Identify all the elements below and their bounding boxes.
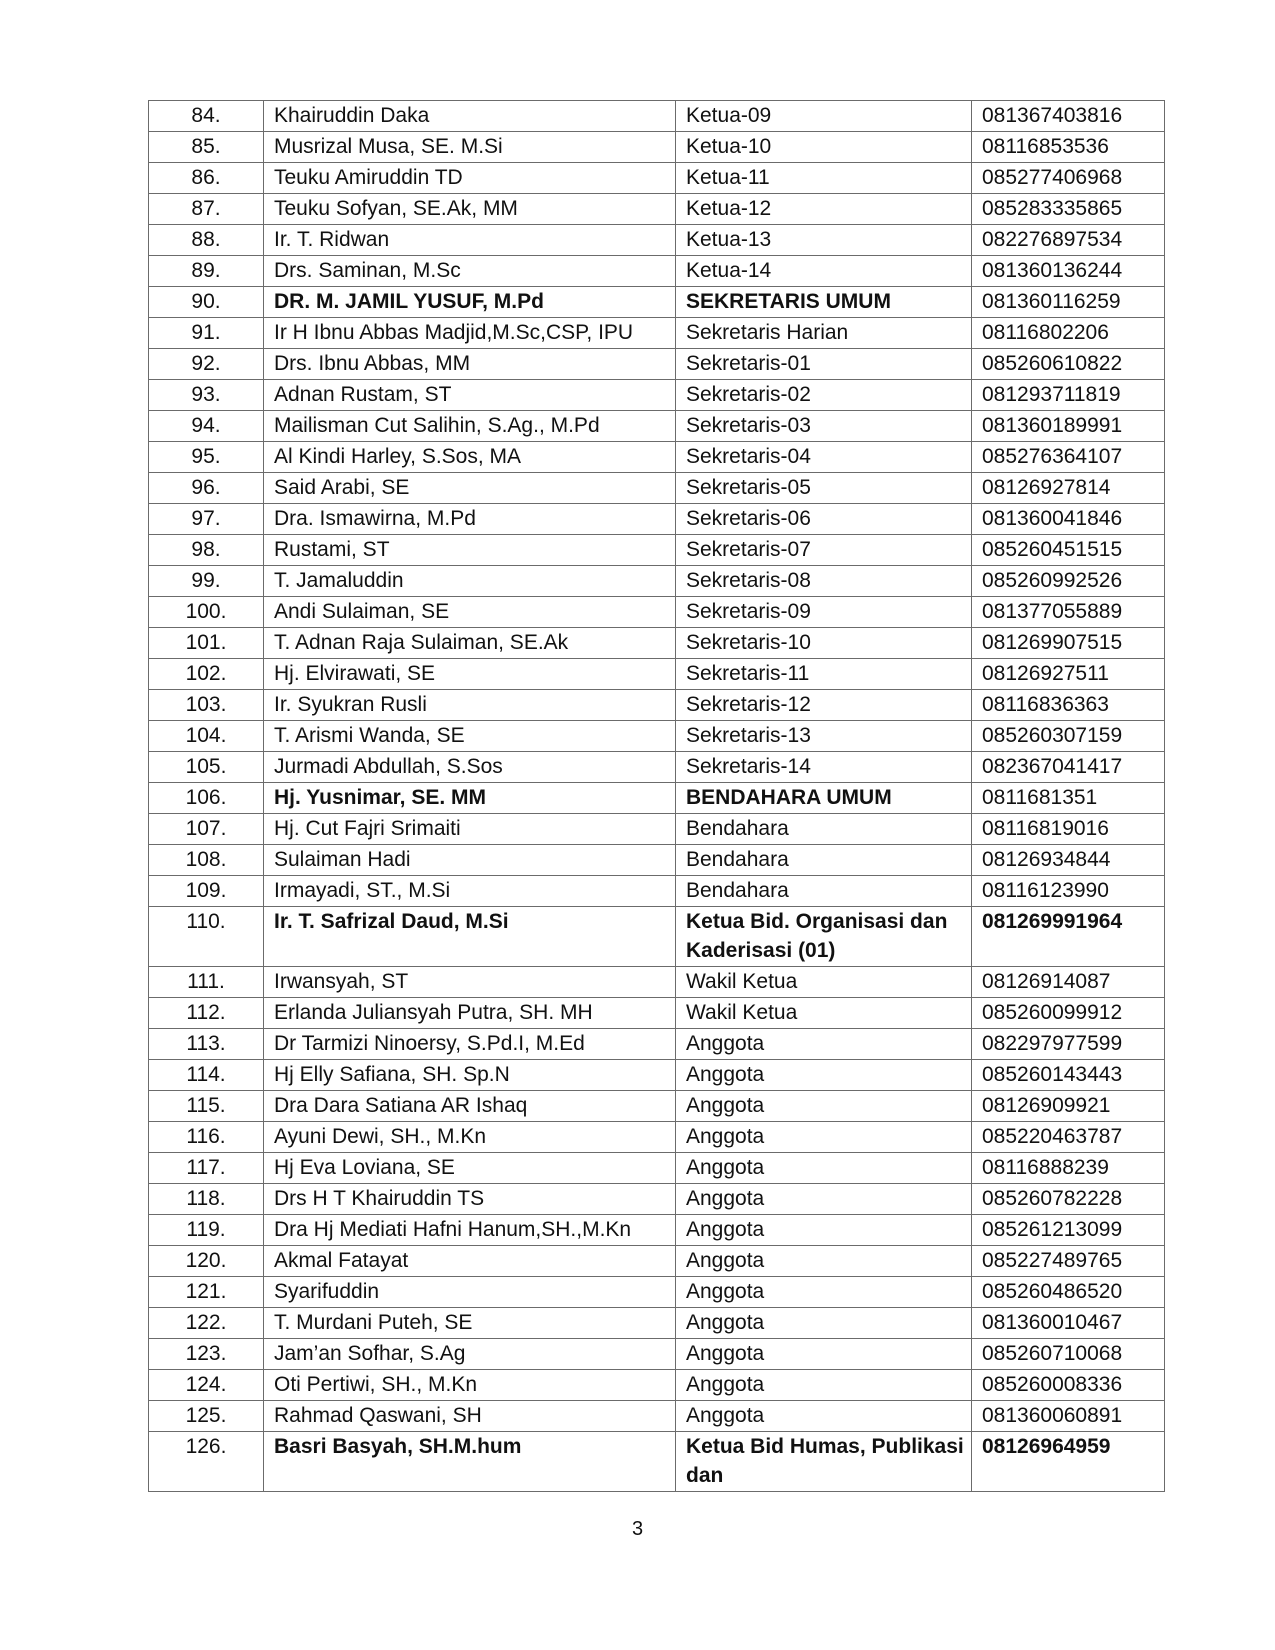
table-row xyxy=(149,907,1165,967)
position-cell: Anggota xyxy=(676,1401,972,1432)
row-number-cell: 123. xyxy=(149,1339,264,1370)
position-cell: Ketua-13 xyxy=(676,225,972,256)
member-name-cell: Ir H Ibnu Abbas Madjid,M.Sc,CSP, IPU xyxy=(264,318,676,349)
member-name-cell: Khairuddin Daka xyxy=(264,101,676,132)
table-row xyxy=(149,318,1165,349)
row-number-cell: 117. xyxy=(149,1153,264,1184)
position-cell: Ketua Bid Humas, Publikasi dan xyxy=(676,1432,972,1492)
member-name-cell: Rustami, ST xyxy=(264,535,676,566)
phone-cell: 082367041417 xyxy=(972,752,1165,783)
table-row xyxy=(149,504,1165,535)
row-number-cell: 101. xyxy=(149,628,264,659)
row-number-cell: 97. xyxy=(149,504,264,535)
row-number-cell: 121. xyxy=(149,1277,264,1308)
member-name-cell: Dra Hj Mediati Hafni Hanum,SH.,M.Kn xyxy=(264,1215,676,1246)
phone-cell: 085260143443 xyxy=(972,1060,1165,1091)
row-number-cell: 86. xyxy=(149,163,264,194)
table-row xyxy=(149,1060,1165,1091)
row-number-cell: 105. xyxy=(149,752,264,783)
position-cell: Sekretaris-11 xyxy=(676,659,972,690)
member-name-cell: Sulaiman Hadi xyxy=(264,845,676,876)
phone-cell: 081360116259 xyxy=(972,287,1165,318)
page-number: 3 xyxy=(631,1518,644,1540)
table-row xyxy=(149,1184,1165,1215)
phone-cell: 081360060891 xyxy=(972,1401,1165,1432)
position-cell: Sekretaris-07 xyxy=(676,535,972,566)
position-cell: Sekretaris-09 xyxy=(676,597,972,628)
position-cell: Bendahara xyxy=(676,814,972,845)
row-number-cell: 98. xyxy=(149,535,264,566)
table-row xyxy=(149,1091,1165,1122)
table-row xyxy=(149,659,1165,690)
row-number-cell: 125. xyxy=(149,1401,264,1432)
phone-cell: 085260099912 xyxy=(972,998,1165,1029)
phone-cell: 085260008336 xyxy=(972,1370,1165,1401)
row-number-cell: 118. xyxy=(149,1184,264,1215)
member-name-cell: Musrizal Musa, SE. M.Si xyxy=(264,132,676,163)
position-cell: Anggota xyxy=(676,1215,972,1246)
position-cell: Sekretaris-02 xyxy=(676,380,972,411)
table-row xyxy=(149,1277,1165,1308)
member-name-cell: Drs. Saminan, M.Sc xyxy=(264,256,676,287)
table-row xyxy=(149,597,1165,628)
phone-cell: 085260307159 xyxy=(972,721,1165,752)
row-number-cell: 103. xyxy=(149,690,264,721)
phone-cell: 081377055889 xyxy=(972,597,1165,628)
phone-cell: 08116836363 xyxy=(972,690,1165,721)
row-number-cell: 108. xyxy=(149,845,264,876)
position-cell: Sekretaris-05 xyxy=(676,473,972,504)
table-row xyxy=(149,287,1165,318)
table-row xyxy=(149,535,1165,566)
position-cell: Sekretaris-10 xyxy=(676,628,972,659)
member-name-cell: Adnan Rustam, ST xyxy=(264,380,676,411)
position-cell: Sekretaris-14 xyxy=(676,752,972,783)
phone-cell: 085261213099 xyxy=(972,1215,1165,1246)
table-row xyxy=(149,1370,1165,1401)
table-row xyxy=(149,752,1165,783)
member-name-cell: T. Adnan Raja Sulaiman, SE.Ak xyxy=(264,628,676,659)
table-row xyxy=(149,349,1165,380)
phone-cell: 082297977599 xyxy=(972,1029,1165,1060)
phone-cell: 08126909921 xyxy=(972,1091,1165,1122)
position-cell: Sekretaris-13 xyxy=(676,721,972,752)
row-number-cell: 104. xyxy=(149,721,264,752)
member-name-cell: Irmayadi, ST., M.Si xyxy=(264,876,676,907)
phone-cell: 08116819016 xyxy=(972,814,1165,845)
table-row xyxy=(149,1153,1165,1184)
member-name-cell: Erlanda Juliansyah Putra, SH. MH xyxy=(264,998,676,1029)
phone-cell: 085220463787 xyxy=(972,1122,1165,1153)
phone-cell: 085260992526 xyxy=(972,566,1165,597)
phone-cell: 08126927814 xyxy=(972,473,1165,504)
table-row xyxy=(149,566,1165,597)
position-cell: Wakil Ketua xyxy=(676,967,972,998)
member-name-cell: Rahmad Qaswani, SH xyxy=(264,1401,676,1432)
table-row xyxy=(149,442,1165,473)
position-cell: Sekretaris-01 xyxy=(676,349,972,380)
member-name-cell: Dr Tarmizi Ninoersy, S.Pd.I, M.Ed xyxy=(264,1029,676,1060)
position-cell: Sekretaris-03 xyxy=(676,411,972,442)
row-number-cell: 85. xyxy=(149,132,264,163)
table-row xyxy=(149,721,1165,752)
phone-cell: 08126934844 xyxy=(972,845,1165,876)
position-cell: Bendahara xyxy=(676,845,972,876)
row-number-cell: 107. xyxy=(149,814,264,845)
member-name-cell: Ayuni Dewi, SH., M.Kn xyxy=(264,1122,676,1153)
position-cell: Ketua Bid. Organisasi dan Kaderisasi (01) xyxy=(676,907,972,967)
position-cell: Ketua-14 xyxy=(676,256,972,287)
row-number-cell: 114. xyxy=(149,1060,264,1091)
position-cell: Anggota xyxy=(676,1060,972,1091)
phone-cell: 08126914087 xyxy=(972,967,1165,998)
position-cell: Sekretaris-12 xyxy=(676,690,972,721)
table-row xyxy=(149,473,1165,504)
row-number-cell: 99. xyxy=(149,566,264,597)
member-name-cell: Al Kindi Harley, S.Sos, MA xyxy=(264,442,676,473)
position-cell: Sekretaris-08 xyxy=(676,566,972,597)
row-number-cell: 89. xyxy=(149,256,264,287)
table-row xyxy=(149,101,1165,132)
table-row xyxy=(149,1246,1165,1277)
position-cell: Anggota xyxy=(676,1308,972,1339)
member-name-cell: Jurmadi Abdullah, S.Sos xyxy=(264,752,676,783)
row-number-cell: 109. xyxy=(149,876,264,907)
position-cell: Ketua-09 xyxy=(676,101,972,132)
member-name-cell: T. Jamaluddin xyxy=(264,566,676,597)
row-number-cell: 84. xyxy=(149,101,264,132)
position-cell: Wakil Ketua xyxy=(676,998,972,1029)
table-row xyxy=(149,1029,1165,1060)
member-name-cell: Basri Basyah, SH.M.hum xyxy=(264,1432,676,1492)
member-name-cell: Ir. T. Safrizal Daud, M.Si xyxy=(264,907,676,967)
member-name-cell: Jam’an Sofhar, S.Ag xyxy=(264,1339,676,1370)
table-row xyxy=(149,163,1165,194)
member-name-cell: Akmal Fatayat xyxy=(264,1246,676,1277)
phone-cell: 085277406968 xyxy=(972,163,1165,194)
table-row xyxy=(149,1215,1165,1246)
phone-cell: 08116123990 xyxy=(972,876,1165,907)
phone-cell: 08126964959 xyxy=(972,1432,1165,1492)
position-cell: Sekretaris-04 xyxy=(676,442,972,473)
member-name-cell: T. Murdani Puteh, SE xyxy=(264,1308,676,1339)
row-number-cell: 111. xyxy=(149,967,264,998)
position-cell: BENDAHARA UMUM xyxy=(676,783,972,814)
row-number-cell: 106. xyxy=(149,783,264,814)
table-row xyxy=(149,783,1165,814)
row-number-cell: 112. xyxy=(149,998,264,1029)
row-number-cell: 100. xyxy=(149,597,264,628)
row-number-cell: 88. xyxy=(149,225,264,256)
position-cell: Anggota xyxy=(676,1246,972,1277)
member-name-cell: DR. M. JAMIL YUSUF, M.Pd xyxy=(264,287,676,318)
table-row xyxy=(149,628,1165,659)
row-number-cell: 93. xyxy=(149,380,264,411)
row-number-cell: 94. xyxy=(149,411,264,442)
row-number-cell: 95. xyxy=(149,442,264,473)
row-number-cell: 92. xyxy=(149,349,264,380)
phone-cell: 085260486520 xyxy=(972,1277,1165,1308)
position-cell: Ketua-11 xyxy=(676,163,972,194)
phone-cell: 085260451515 xyxy=(972,535,1165,566)
table-row xyxy=(149,411,1165,442)
position-cell: Anggota xyxy=(676,1153,972,1184)
row-number-cell: 96. xyxy=(149,473,264,504)
row-number-cell: 116. xyxy=(149,1122,264,1153)
position-cell: Anggota xyxy=(676,1122,972,1153)
roster-body xyxy=(149,101,1165,1492)
phone-cell: 081269907515 xyxy=(972,628,1165,659)
member-name-cell: Dra Dara Satiana AR Ishaq xyxy=(264,1091,676,1122)
phone-cell: 081367403816 xyxy=(972,101,1165,132)
position-cell: Anggota xyxy=(676,1184,972,1215)
table-row xyxy=(149,225,1165,256)
row-number-cell: 102. xyxy=(149,659,264,690)
phone-cell: 081269991964 xyxy=(972,907,1165,967)
table-row xyxy=(149,967,1165,998)
member-name-cell: Said Arabi, SE xyxy=(264,473,676,504)
row-number-cell: 120. xyxy=(149,1246,264,1277)
phone-cell: 081360136244 xyxy=(972,256,1165,287)
member-name-cell: Drs. Ibnu Abbas, MM xyxy=(264,349,676,380)
table-row xyxy=(149,194,1165,225)
member-name-cell: Hj. Elvirawati, SE xyxy=(264,659,676,690)
row-number-cell: 124. xyxy=(149,1370,264,1401)
table-row xyxy=(149,1339,1165,1370)
row-number-cell: 113. xyxy=(149,1029,264,1060)
table-row xyxy=(149,845,1165,876)
member-name-cell: Hj Elly Safiana, SH. Sp.N xyxy=(264,1060,676,1091)
member-name-cell: Irwansyah, ST xyxy=(264,967,676,998)
table-row xyxy=(149,1308,1165,1339)
member-name-cell: Drs H T Khairuddin TS xyxy=(264,1184,676,1215)
table-row xyxy=(149,690,1165,721)
phone-cell: 085283335865 xyxy=(972,194,1165,225)
member-name-cell: Oti Pertiwi, SH., M.Kn xyxy=(264,1370,676,1401)
row-number-cell: 87. xyxy=(149,194,264,225)
member-name-cell: Syarifuddin xyxy=(264,1277,676,1308)
phone-cell: 085260782228 xyxy=(972,1184,1165,1215)
member-name-cell: Ir. Syukran Rusli xyxy=(264,690,676,721)
phone-cell: 085260710068 xyxy=(972,1339,1165,1370)
member-name-cell: Teuku Sofyan, SE.Ak, MM xyxy=(264,194,676,225)
member-name-cell: Andi Sulaiman, SE xyxy=(264,597,676,628)
phone-cell: 0811681351 xyxy=(972,783,1165,814)
position-cell: SEKRETARIS UMUM xyxy=(676,287,972,318)
row-number-cell: 126. xyxy=(149,1432,264,1492)
position-cell: Anggota xyxy=(676,1091,972,1122)
phone-cell: 081293711819 xyxy=(972,380,1165,411)
position-cell: Sekretaris-06 xyxy=(676,504,972,535)
table-row xyxy=(149,256,1165,287)
table-row xyxy=(149,876,1165,907)
member-name-cell: Hj Eva Loviana, SE xyxy=(264,1153,676,1184)
row-number-cell: 90. xyxy=(149,287,264,318)
position-cell: Ketua-12 xyxy=(676,194,972,225)
row-number-cell: 119. xyxy=(149,1215,264,1246)
phone-cell: 085227489765 xyxy=(972,1246,1165,1277)
position-cell: Ketua-10 xyxy=(676,132,972,163)
row-number-cell: 91. xyxy=(149,318,264,349)
position-cell: Anggota xyxy=(676,1029,972,1060)
table-row xyxy=(149,998,1165,1029)
member-name-cell: T. Arismi Wanda, SE xyxy=(264,721,676,752)
phone-cell: 085276364107 xyxy=(972,442,1165,473)
member-name-cell: Ir. T. Ridwan xyxy=(264,225,676,256)
row-number-cell: 122. xyxy=(149,1308,264,1339)
table-row xyxy=(149,1122,1165,1153)
table-row xyxy=(149,1432,1165,1492)
table-row xyxy=(149,380,1165,411)
table-row xyxy=(149,814,1165,845)
table-row xyxy=(149,132,1165,163)
phone-cell: 08116853536 xyxy=(972,132,1165,163)
position-cell: Anggota xyxy=(676,1370,972,1401)
committee-roster-table xyxy=(148,100,1165,1492)
position-cell: Bendahara xyxy=(676,876,972,907)
phone-cell: 081360010467 xyxy=(972,1308,1165,1339)
position-cell: Anggota xyxy=(676,1277,972,1308)
phone-cell: 082276897534 xyxy=(972,225,1165,256)
member-name-cell: Hj. Cut Fajri Srimaiti xyxy=(264,814,676,845)
phone-cell: 081360189991 xyxy=(972,411,1165,442)
member-name-cell: Teuku Amiruddin TD xyxy=(264,163,676,194)
member-name-cell: Hj. Yusnimar, SE. MM xyxy=(264,783,676,814)
position-cell: Anggota xyxy=(676,1339,972,1370)
phone-cell: 08116802206 xyxy=(972,318,1165,349)
row-number-cell: 110. xyxy=(149,907,264,967)
row-number-cell: 115. xyxy=(149,1091,264,1122)
member-name-cell: Mailisman Cut Salihin, S.Ag., M.Pd xyxy=(264,411,676,442)
member-name-cell: Dra. Ismawirna, M.Pd xyxy=(264,504,676,535)
position-cell: Sekretaris Harian xyxy=(676,318,972,349)
phone-cell: 08126927511 xyxy=(972,659,1165,690)
table-row xyxy=(149,1401,1165,1432)
phone-cell: 08116888239 xyxy=(972,1153,1165,1184)
phone-cell: 081360041846 xyxy=(972,504,1165,535)
phone-cell: 085260610822 xyxy=(972,349,1165,380)
